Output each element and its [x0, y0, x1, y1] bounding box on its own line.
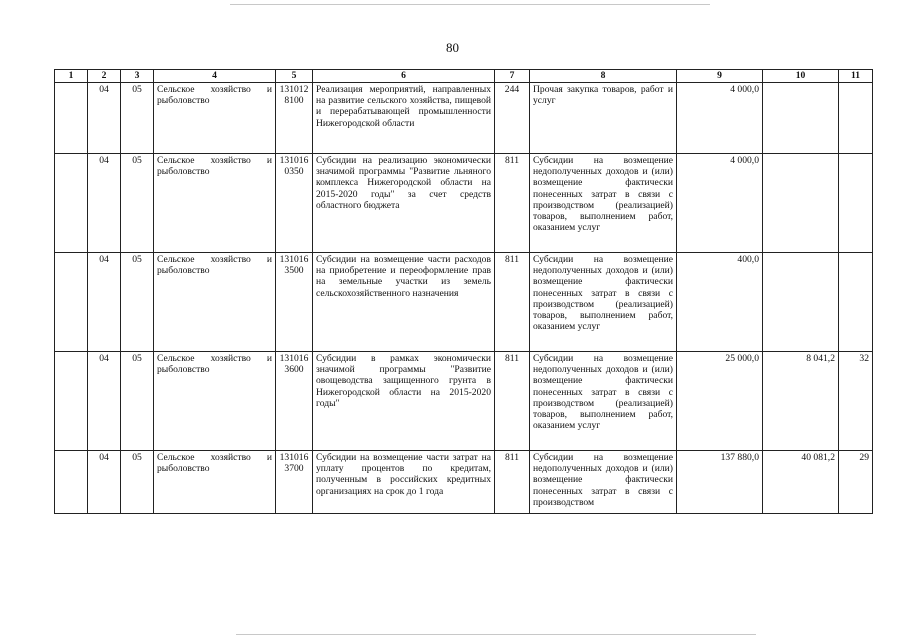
header-row [55, 70, 873, 83]
expense-type-code-cell: 244 [495, 83, 530, 154]
planned-amount-cell: 4 000,0 [677, 83, 763, 154]
target-article-cell [276, 154, 313, 253]
planned-amount-cell: 25 000,0 [677, 352, 763, 451]
column-header-8: 8 [530, 70, 677, 83]
page-number: 80 [446, 40, 459, 55]
execution-percent-cell [839, 253, 873, 352]
expense-type-name-cell: Субсидии на возмещение недополученных доходов и (или) возмещение фактически понесенных затрат в связи с производством (реализацией) товаров, выполнением работ, оказанием услуг [530, 352, 677, 451]
table-row [55, 83, 873, 154]
execution-percent-cell: 32 [839, 352, 873, 451]
expense-type-code-cell: 811 [495, 352, 530, 451]
measure-description-cell: Субсидии в рамках экономически значимой программы "Развитие овощеводства защищенного грунта в Нижегородской области на 2015-2020 годы" [313, 352, 495, 451]
row-number-cell [55, 451, 88, 514]
subsection-code-cell: 05 [121, 352, 154, 451]
subsection-code-cell: 05 [121, 83, 154, 154]
section-code-cell: 04 [88, 253, 121, 352]
table-row [55, 352, 873, 451]
target-article-part-1: 131016 [279, 452, 309, 463]
target-article-part-1: 131012 [279, 84, 309, 95]
row-number-cell [55, 253, 88, 352]
executed-amount-cell: 8 041,2 [763, 352, 839, 451]
column-header-11: 11 [839, 70, 873, 83]
execution-percent-cell [839, 154, 873, 253]
executed-amount-cell [763, 83, 839, 154]
expense-type-name-cell: Субсидии на возмещение недополученных доходов и (или) возмещение фактически понесенных затрат в связи с производством (реализацией) товаров, выполнением работ, оказанием услуг [530, 253, 677, 352]
section-code-cell: 04 [88, 83, 121, 154]
target-article-cell [276, 352, 313, 451]
table-row [55, 253, 873, 352]
subsection-code-cell: 05 [121, 253, 154, 352]
row-number-cell [55, 352, 88, 451]
target-article-part-2: 0350 [284, 166, 304, 178]
target-article-part-1: 131016 [279, 155, 309, 166]
measure-description-cell: Субсидии на реализацию экономически значимой программы "Развитие льняного комплекса Нижегородской области на 2015-2020 годы" за счет средств областного бюджета [313, 154, 495, 253]
row-number-cell [55, 154, 88, 253]
executed-amount-cell: 40 081,2 [763, 451, 839, 514]
target-article-part-2: 8100 [284, 95, 304, 107]
target-article-cell [276, 451, 313, 514]
section-code-cell: 04 [88, 154, 121, 253]
executed-amount-cell [763, 154, 839, 253]
target-article-part-1: 131016 [279, 353, 309, 364]
column-header-7: 7 [495, 70, 530, 83]
planned-amount-cell: 400,0 [677, 253, 763, 352]
column-header-6: 6 [313, 70, 495, 83]
bottom-scan-line [236, 634, 756, 635]
table-row [55, 154, 873, 253]
column-header-2: 2 [88, 70, 121, 83]
column-header-9: 9 [677, 70, 763, 83]
budget-table [54, 69, 873, 514]
planned-amount-cell: 137 880,0 [677, 451, 763, 514]
target-article-cell [276, 83, 313, 154]
table-row [55, 451, 873, 514]
target-article-part-2: 3700 [284, 463, 304, 475]
subsection-code-cell: 05 [121, 154, 154, 253]
section-code-cell: 04 [88, 451, 121, 514]
target-article-part-2: 3500 [284, 265, 304, 277]
section-name-cell: Сельское хозяйство и рыболовство [154, 83, 276, 154]
section-name-cell: Сельское хозяйство и рыболовство [154, 253, 276, 352]
column-header-5: 5 [276, 70, 313, 83]
execution-percent-cell: 29 [839, 451, 873, 514]
target-article-cell [276, 253, 313, 352]
column-header-4: 4 [154, 70, 276, 83]
target-article-part-2: 3600 [284, 364, 304, 376]
row-number-cell [55, 83, 88, 154]
column-header-1: 1 [55, 70, 88, 83]
measure-description-cell: Реализация мероприятий, направленных на развитие сельского хозяйства, пищевой и перерабатывающей промышленности Нижегородской области [313, 83, 495, 154]
section-code-cell: 04 [88, 352, 121, 451]
section-name-cell: Сельское хозяйство и рыболовство [154, 154, 276, 253]
execution-percent-cell [839, 83, 873, 154]
expense-type-code-cell: 811 [495, 154, 530, 253]
expense-type-name-cell: Субсидии на возмещение недополученных доходов и (или) возмещение фактически понесенных затрат в связи с производством [530, 451, 677, 514]
expense-type-code-cell: 811 [495, 253, 530, 352]
expense-type-name-cell: Субсидии на возмещение недополученных доходов и (или) возмещение фактически понесенных затрат в связи с производством (реализацией) товаров, выполнением работ, оказанием услуг [530, 154, 677, 253]
planned-amount-cell: 4 000,0 [677, 154, 763, 253]
expense-type-name-cell: Прочая закупка товаров, работ и услуг [530, 83, 677, 154]
expense-type-code-cell: 811 [495, 451, 530, 514]
measure-description-cell: Субсидии на возмещение части затрат на уплату процентов по кредитам, полученным в российских кредитных организациях на срок до 1 года [313, 451, 495, 514]
top-scan-line [230, 4, 710, 5]
section-name-cell: Сельское хозяйство и рыболовство [154, 352, 276, 451]
column-header-10: 10 [763, 70, 839, 83]
measure-description-cell: Субсидии на возмещение части расходов на приобретение и переоформление прав на земельные участки из земель сельскохозяйственного назначения [313, 253, 495, 352]
executed-amount-cell [763, 253, 839, 352]
section-name-cell: Сельское хозяйство и рыболовство [154, 451, 276, 514]
column-header-3: 3 [121, 70, 154, 83]
target-article-part-1: 131016 [279, 254, 309, 265]
subsection-code-cell: 05 [121, 451, 154, 514]
